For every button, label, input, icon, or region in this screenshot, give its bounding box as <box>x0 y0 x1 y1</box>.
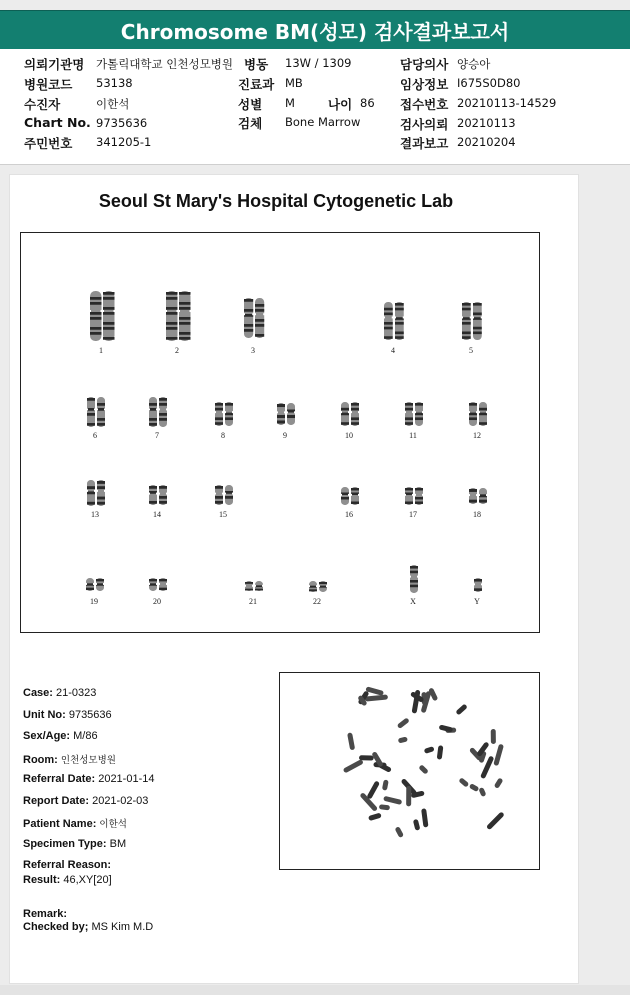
case-line <box>23 687 96 699</box>
chromosome-12-1 <box>468 401 478 427</box>
chromosome-12-2 <box>478 401 488 427</box>
chromosome-label-18: 18 <box>473 510 481 519</box>
metaphase-chromosome <box>424 746 435 754</box>
case-label: Case: <box>23 687 53 699</box>
metaphase-chromosome <box>421 808 428 827</box>
ward-value: 13W / 1309 <box>285 56 352 70</box>
receipt-no-label: 접수번호 <box>400 97 449 112</box>
sex-age-line <box>23 730 98 742</box>
unit-no-label: Unit No: <box>23 709 66 721</box>
chromosome-label-5: 5 <box>469 346 473 355</box>
checked-by-line <box>23 921 153 933</box>
result-line <box>23 874 112 886</box>
metaphase-chromosome <box>382 779 389 790</box>
chromosome-label-Y: Y <box>474 597 480 606</box>
chromosome-label-19: 19 <box>90 597 98 606</box>
specimen-label: 검체 <box>238 116 263 131</box>
chromosome-label-20: 20 <box>153 597 161 606</box>
report-date-line <box>23 795 148 807</box>
metaphase-chromosome <box>494 777 504 789</box>
chromosome-14-1 <box>148 484 158 506</box>
chromosome-18-1 <box>468 487 478 505</box>
chromosome-20-2 <box>158 577 168 592</box>
chromosome-label-11: 11 <box>409 431 417 440</box>
referral-date-line <box>23 773 154 785</box>
receipt-no-value: 20210113-14529 <box>457 96 557 110</box>
chromosome-17-1 <box>404 486 414 506</box>
patient-name-value: 이한석 <box>99 819 127 830</box>
department-label: 진료과 <box>238 77 275 92</box>
chromosome-22-1 <box>308 580 318 593</box>
chromosome-label-8: 8 <box>221 431 225 440</box>
clinical-info-label: 임상정보 <box>400 77 449 92</box>
metaphase-chromosome <box>379 804 390 810</box>
chromosome-21-1 <box>244 580 254 592</box>
patient-name-label: Patient Name: <box>23 818 97 830</box>
metaphase-chromosome <box>368 813 382 821</box>
report-date-label: 결과보고 <box>400 136 449 151</box>
chromosome-Y <box>473 577 483 593</box>
age-label: 나이 <box>328 97 353 112</box>
chromosome-label-X: X <box>410 597 416 606</box>
metaphase-chromosome <box>437 745 444 760</box>
chromosome-label-21: 21 <box>249 597 257 606</box>
metaphase-chromosome <box>478 787 486 797</box>
chromosome-8-1 <box>214 401 224 427</box>
chromosome-label-10: 10 <box>345 431 353 440</box>
report-date-value: 20210204 <box>457 135 516 149</box>
lab-title: Seoul St Mary's Hospital Cytogenetic Lab <box>98 191 454 211</box>
chart-no-value: 9735636 <box>96 116 148 130</box>
chromosome-label-9: 9 <box>283 431 287 440</box>
metaphase-chromosome <box>398 736 408 743</box>
doctor-label: 담당의사 <box>400 57 449 72</box>
chromosome-19-2 <box>95 577 105 592</box>
chromosome-22-2 <box>318 580 328 593</box>
chromosome-label-2: 2 <box>175 346 179 355</box>
room-label: Room: <box>23 754 58 766</box>
referral-reason-label: Referral Reason: <box>23 859 112 871</box>
institution-label: 의뢰기관명 <box>24 57 85 72</box>
chromosome-7-1 <box>148 396 158 428</box>
chromosome-15-2 <box>224 484 234 506</box>
chromosome-10-1 <box>340 401 350 427</box>
chromosome-X <box>409 564 419 594</box>
chromosome-label-1: 1 <box>99 346 103 355</box>
chromosome-18-2 <box>478 487 488 505</box>
result-value: 46,XY[20] <box>63 874 112 886</box>
report-date-label: Report Date: <box>23 795 90 807</box>
chromosome-11-1 <box>404 401 414 427</box>
chromosome-label-3: 3 <box>251 346 255 355</box>
room-value: 인천성모병원 <box>60 755 116 766</box>
chromosome-label-15: 15 <box>219 510 227 519</box>
chromosome-16-2 <box>350 486 360 506</box>
remark-line <box>23 908 67 920</box>
sex-age-value: M/86 <box>73 730 98 742</box>
chromosome-13-1 <box>86 479 96 507</box>
patient-header <box>0 49 630 165</box>
result-label: Result: <box>23 874 61 886</box>
chromosome-3-1 <box>243 297 254 339</box>
karyotype-report-sheet <box>9 174 579 984</box>
patient-label: 수진자 <box>24 97 61 112</box>
request-date-value: 20210113 <box>457 116 516 130</box>
karyogram-panel <box>20 232 540 633</box>
metaphase-chromosome <box>366 780 380 799</box>
chromosome-20-1 <box>148 577 158 592</box>
metaphase-chromosome <box>359 755 374 760</box>
ward-label: 병동 <box>244 57 269 72</box>
metaphase-image-panel <box>279 672 540 870</box>
room-line <box>23 752 116 766</box>
metaphase-chromosome <box>395 826 405 838</box>
chromosome-14-2 <box>158 484 168 506</box>
sex-label: 성별 <box>238 97 263 112</box>
chromosome-4-2 <box>394 301 405 341</box>
referral-reason-line <box>23 859 111 871</box>
sex-age-label: Sex/Age: <box>23 730 71 742</box>
chromosome-label-13: 13 <box>91 510 99 519</box>
referral-date-value: 2021-01-14 <box>98 773 155 785</box>
chromosome-16-1 <box>340 486 350 506</box>
institution-value: 가톨릭대학교 인천성모병원 <box>96 57 233 71</box>
specimen-type-label: Specimen Type: <box>23 838 107 850</box>
chromosome-21-2 <box>254 580 264 592</box>
metaphase-chromosome <box>455 704 468 716</box>
checked-by-label: Checked by; <box>23 921 89 933</box>
metaphase-chromosome <box>413 819 421 831</box>
metaphase-chromosome <box>458 777 469 787</box>
remark-label: Remark: <box>23 908 68 920</box>
age-value: 86 <box>360 96 375 110</box>
chromosome-7-2 <box>158 396 168 428</box>
patient-name-line <box>23 816 127 830</box>
chromosome-label-22: 22 <box>313 597 321 606</box>
id-no-label: 주민번호 <box>24 136 73 151</box>
specimen-type-line <box>23 838 126 850</box>
metaphase-chromosome <box>397 717 410 729</box>
chromosome-label-7: 7 <box>155 431 159 440</box>
chromosome-6-1 <box>86 396 96 428</box>
metaphase-chromosome <box>418 764 429 774</box>
chromosome-2-1 <box>165 290 179 342</box>
unit-no-line <box>23 709 112 721</box>
request-date-label: 검사의뢰 <box>400 117 449 132</box>
metaphase-chromosome <box>486 811 505 830</box>
metaphase-chromosome <box>343 759 364 773</box>
hospital-code-label: 병원코드 <box>24 77 73 92</box>
metaphase-chromosome <box>469 783 480 792</box>
metaphase-chromosome <box>493 744 504 766</box>
metaphase-chromosome <box>406 786 411 807</box>
id-no-value: 341205-1 <box>96 135 152 149</box>
patient-value: 이한석 <box>96 97 130 111</box>
chromosome-label-14: 14 <box>153 510 161 519</box>
chromosome-8-2 <box>224 401 234 427</box>
chromosome-1-1 <box>89 290 103 342</box>
case-value: 21-0323 <box>56 687 97 699</box>
checked-by-value: MS Kim M.D <box>91 921 154 933</box>
chromosome-9-1 <box>276 402 286 426</box>
report-title: Chromosome BM(성모) 검사결과보고서 <box>0 10 630 50</box>
chromosome-9-2 <box>286 402 296 426</box>
sex-value: M <box>285 96 295 110</box>
chromosome-13-2 <box>96 479 106 507</box>
chromosome-17-2 <box>414 486 424 506</box>
chromosome-15-1 <box>214 484 224 506</box>
chromosome-11-2 <box>414 401 424 427</box>
chromosome-6-2 <box>96 396 106 428</box>
clinical-info-value: I675S0D80 <box>457 76 521 90</box>
chromosome-10-2 <box>350 401 360 427</box>
chromosome-label-6: 6 <box>93 431 97 440</box>
metaphase-chromosome <box>491 729 496 744</box>
chromosome-3-2 <box>254 297 265 339</box>
chromosome-5-1 <box>461 301 472 341</box>
bottom-scroll-area <box>0 985 630 995</box>
metaphase-chromosome <box>365 694 388 701</box>
department-value: MB <box>285 76 303 90</box>
metaphase-spread-image <box>280 673 539 869</box>
chromosome-1-2 <box>102 290 116 342</box>
chart-no-label: Chart No. <box>24 115 91 130</box>
unit-no-value: 9735636 <box>68 709 112 721</box>
chromosome-19-1 <box>85 577 95 592</box>
specimen-value: Bone Marrow <box>285 115 361 129</box>
chromosome-label-17: 17 <box>409 510 417 519</box>
chromosome-label-4: 4 <box>391 346 395 355</box>
report-date-value: 2021-02-03 <box>92 795 149 807</box>
hospital-code-value: 53138 <box>96 76 133 90</box>
metaphase-chromosome <box>383 796 402 805</box>
doctor-value: 양승아 <box>457 57 491 71</box>
chromosome-5-2 <box>472 301 483 341</box>
specimen-type-value: BM <box>109 838 127 850</box>
chromosome-2-2 <box>178 290 192 342</box>
metaphase-chromosome <box>347 732 355 750</box>
referral-date-label: Referral Date: <box>23 773 96 785</box>
chromosome-label-16: 16 <box>345 510 353 519</box>
chromosome-4-1 <box>383 301 394 341</box>
chromosome-label-12: 12 <box>473 431 481 440</box>
